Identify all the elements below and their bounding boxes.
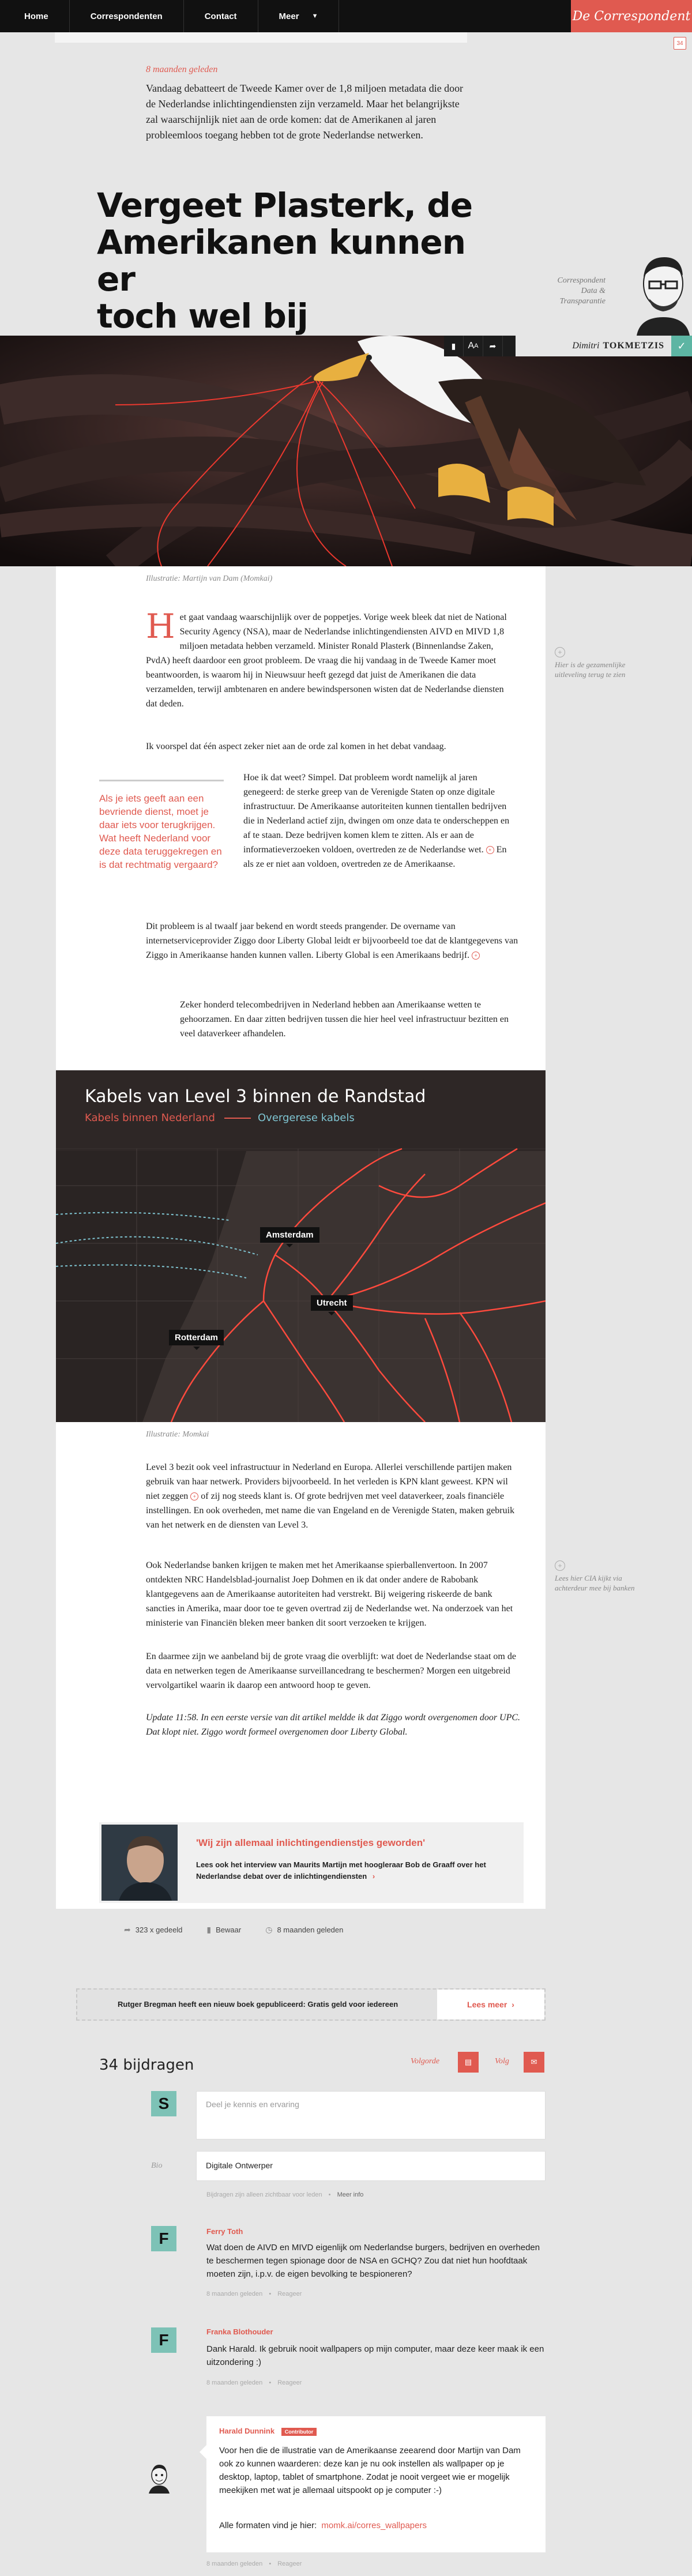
- teaser-description: [196, 1859, 496, 1882]
- article-title: [97, 187, 501, 334]
- comment-author[interactable]: Ferry Toth: [206, 2227, 243, 2236]
- book-promo-bar: [76, 1988, 546, 2021]
- nav-contact[interactable]: [184, 0, 258, 32]
- follow-label: Volg: [495, 2057, 509, 2066]
- wallpaper-link[interactable]: momk.ai/corres_wallpapers: [321, 2521, 427, 2530]
- comment-meta: [206, 2291, 302, 2297]
- pull-quote: Als je iets geeft aan een bevriende dienst, moet je daar iets voor terugkrijgen. Wat heeft Nederland voor deze data teruggekregen en is dat rechtmatig vergaard?: [99, 780, 224, 871]
- more-info-link[interactable]: Meer info: [337, 2191, 364, 2198]
- eagle-illustration: [0, 336, 692, 566]
- paragraph-4-text: Dit probleem is al twaalf jaar bekend en wordt steeds prangender. De overname van internetserviceprovider Ziggo door Liberty Global leidt er bijvoorbeeld toe dat de klantgegevens van Ziggo in Amerikaanse handen kunnen vallen. Liberty Global is een Amerikaans bedrijf.: [146, 922, 518, 960]
- nav-correspondenten-label: Correspondenten: [90, 11, 163, 21]
- related-article-teaser[interactable]: [99, 1822, 524, 1903]
- nav-correspondenten[interactable]: [70, 0, 184, 32]
- reply-link[interactable]: Reageer: [277, 2291, 302, 2297]
- article-toolbar: [444, 336, 692, 356]
- share-icon: ➦: [124, 1925, 131, 1934]
- nav-home[interactable]: [0, 0, 70, 32]
- share-count[interactable]: [124, 1925, 182, 1935]
- clock-icon: ◷: [265, 1925, 273, 1934]
- teaser-title[interactable]: 'Wij zijn allemaal inlichtingendienstjes geworden': [196, 1837, 426, 1848]
- paragraph-3: [243, 770, 518, 871]
- title-line-3: toch wel bij: [97, 296, 308, 336]
- sidenote-1-text: Hier is de gezamenlijke uitleveling terug te zien: [555, 660, 626, 679]
- comment-count-badge[interactable]: [674, 37, 686, 50]
- bio-hint: [206, 2191, 363, 2198]
- paragraph-2: Ik voorspel dat één aspect zeker niet aan de orde zal komen in het debat vandaag.: [146, 742, 446, 751]
- bookmark-icon: ▮: [206, 1925, 212, 1934]
- footnote-icon[interactable]: +: [190, 1492, 198, 1501]
- footnote-icon[interactable]: +: [486, 846, 494, 854]
- comment-text-2-label: Alle formaten vind je hier:: [219, 2521, 317, 2530]
- intro-box-top: [55, 32, 467, 43]
- teaser-description-text: Lees ook het interview van Maurits Martijn met hoogleraar Bob de Graaff over het Nederlandse debat over de inlichtingendiensten: [196, 1860, 486, 1881]
- article-meta: [124, 1925, 343, 1935]
- sidenote-2-text: Lees hier CIA kijkt via achterdeur mee bij banken: [555, 1574, 635, 1592]
- paragraph-6: Ook Nederlandse banken krijgen te maken met het Amerikaanse spierballenvertoon. In 2007 ontdekten NRC Handelsblad-journalist Joep Dohmen en ik dat onder andere de Rabobank klantgegevens aan de Amerikaanse autoriteiten had verstrekt. Bij weigering riskeerde de bank sancties in Amerika, maar door toe te geven overtrad zij de Nederlandse wet. Na onderzoek van het ministerie van Financiën bleken meer banken dit soort verzoeken te krijgen.: [146, 1560, 513, 1628]
- map-drawing: [56, 1070, 546, 1422]
- sort-button[interactable]: ▤: [458, 2052, 479, 2073]
- city-label-rotterdam[interactable]: Rotterdam: [169, 1330, 224, 1345]
- title-line-2: Amerikanen kunnen er: [97, 223, 466, 299]
- nav-home-label: Home: [24, 11, 48, 21]
- save-label: Bewaar: [216, 1926, 242, 1934]
- block-quote: Zeker honderd telecombedrijven in Nederland hebben aan Amerikaanse wetten te gehoorzamen. En daar zitten bedrijven tussen die hier heel veel infrastructuur bezitten en veel dataverkeer afhandelen.: [180, 1000, 509, 1039]
- paragraph-7: En daarmee zijn we aanbeland bij de grote vraag die overblijft: wat doet de Nederlandse staat om de data en netwerken tegen de Amerikaanse surveillancedrang te beschermen? Morgen een uitgebreid vervolgartikel waarin ik daarop een antwoord hoop te geven.: [146, 1652, 516, 1690]
- comment-author[interactable]: [219, 2427, 317, 2436]
- follow-check-icon[interactable]: ✓: [671, 336, 692, 356]
- site-logo[interactable]: [571, 0, 692, 32]
- bookmark-icon[interactable]: ▮: [444, 336, 464, 356]
- article-lead: Vandaag debatteert de Tweede Kamer over de 1,8 miljoen metadata die door de Nederlandse inlichtingendiensten zijn verzameld. Maar het belangrijkste zal waarschijnlijk niet aan de orde komen: dat de Amerikanen al jaren probleemloos toegang hebben tot de grote Nederlandse netwerken.: [146, 82, 464, 141]
- illustration-credit: Illustratie: Martijn van Dam (Momkai): [146, 574, 273, 583]
- nav-meer[interactable]: [258, 0, 340, 32]
- legend-red: Kabels binnen Nederland: [85, 1112, 215, 1124]
- author-first-name: Dimitri: [572, 341, 600, 351]
- paragraph-5: [146, 1460, 521, 1532]
- comment-count-value: 34: [676, 40, 683, 47]
- reply-link[interactable]: Reageer: [277, 2560, 302, 2567]
- book-read-more-button[interactable]: [437, 1990, 544, 2020]
- comments-title: 34 bijdragen: [99, 2056, 194, 2074]
- bio-label: Bio: [151, 2161, 163, 2170]
- article-time-ago: 8 maanden geleden: [146, 65, 218, 74]
- sidenote-1[interactable]: [555, 647, 635, 679]
- publish-time-text: 8 maanden geleden: [277, 1926, 344, 1934]
- commenter-avatar[interactable]: F: [151, 2327, 176, 2353]
- paragraph-5b-text: of zij nog steeds klant is. Of grote bedrijven met veel dataverkeer, zoals financiële instellingen. En ook overheden, met name die van Engeland en de Verenigde Staten, maken gebruik van het netwerk en de diensten van Level 3.: [146, 1491, 515, 1530]
- cable-map: [56, 1070, 546, 1422]
- city-label-amsterdam[interactable]: Amsterdam: [260, 1227, 319, 1243]
- comment-text: Voor hen die de illustratie van de Amerikaanse zeearend door Martijn van Dam ook zo kunnen waarderen: deze kan je nu ook instellen als wallpaper op je desktop, laptop, tablet of smartphone. Zodat je nooit vergeet wie er mogelijk meekijken met wat je allemaal uitspookt op je computer :-): [219, 2446, 521, 2495]
- separator: •: [328, 2191, 331, 2198]
- logo-text: De Correspondent: [572, 9, 691, 24]
- sidenote-2[interactable]: [555, 1560, 635, 1593]
- update-note: Update 11:58. In een eerste versie van dit artikel meldde ik dat Ziggo wordt overgenomen door UPC. Dat klopt niet. Ziggo wordt formeel overgenomen door Liberty Global.: [146, 1713, 521, 1737]
- book-promo-text: Rutger Bregman heeft een nieuw boek gepubliceerd: Gratis geld voor iedereen: [118, 2000, 398, 2009]
- arrow-right-icon: ›: [372, 1872, 375, 1881]
- comment-author[interactable]: Franka Blothouder: [206, 2327, 273, 2336]
- comment-time: 8 maanden geleden: [206, 2379, 263, 2386]
- comment-meta: [206, 2560, 302, 2567]
- follow-comments-button[interactable]: ✉: [524, 2052, 544, 2073]
- save-button[interactable]: [206, 1925, 241, 1935]
- comment-time: 8 maanden geleden: [206, 2291, 263, 2297]
- separator: •: [269, 2379, 272, 2386]
- share-count-text: 323 x gedeeld: [135, 1926, 183, 1934]
- paragraph-5-text: Level 3 bezit ook veel infrastructuur in Nederland en Europa. Allerlei verschillende partijen maken gebruik van haar netwerk. Providers bijvoorbeeld. In het verleden is KPN klant geweest. KPN wil niet zeggen: [146, 1462, 512, 1501]
- comment-author-name: Harald Dunnink: [219, 2427, 275, 2435]
- paragraph-3b-text: En als ze er niet aan voldoen, overtreden ze de Amerikaanse.: [243, 845, 507, 869]
- comment-time: 8 maanden geleden: [206, 2560, 263, 2567]
- share-icon[interactable]: ➦: [483, 336, 503, 356]
- hero-illustration: [0, 336, 692, 566]
- highlighted-comment: [206, 2416, 546, 2552]
- city-label-utrecht[interactable]: Utrecht: [311, 1295, 353, 1311]
- author-portrait[interactable]: [629, 249, 692, 336]
- author-role: Correspondent Data & Transparantie: [557, 276, 606, 306]
- comment-text: Wat doen de AIVD en MIVD eigenlijk om Nederlandse burgers, bedrijven en overheden te beschermen tegen spionage door de NSA en GCHQ? Zou dat niet hun hoofdtaak moeten zijn, i.p.v. de eigen bevolking te bespioneren?: [206, 2243, 540, 2279]
- reply-link[interactable]: Reageer: [277, 2379, 302, 2386]
- book-button-label: Lees meer: [467, 2000, 507, 2009]
- nav-meer-label: Meer: [279, 11, 299, 21]
- plus-icon: +: [555, 1560, 565, 1571]
- comment-text: Dank Harald. Ik gebruik nooit wallpapers op mijn computer, maar deze keer maak ik een uitzondering :): [206, 2344, 544, 2367]
- paragraph-3-text: Hoe ik dat weet? Simpel. Dat probleem wordt namelijk al jaren genegeerd: de sterke greep van de Verenigde Staten op onze digitale infrastructuur. De Amerikaanse autoriteiten kunnen tientallen bedrijven die in Nederland actief zijn, dwingen om onze data te onderscheppen en af te staan. Deze bedrijven komen klem te zitten. Als er aan de informatieverzoeken voldoen, overtreden ze de Nederlandse wet.: [243, 773, 510, 855]
- author-last-name: TOKMETZIS: [603, 341, 664, 351]
- paragraph-1: [146, 607, 515, 711]
- sort-label: Volgorde: [411, 2057, 440, 2066]
- user-avatar: S: [151, 2091, 176, 2116]
- top-navigation: [0, 0, 692, 32]
- dropcap: H: [146, 607, 175, 646]
- comment-text-2: [219, 2519, 531, 2532]
- nav-contact-label: Contact: [204, 11, 237, 21]
- separator: •: [269, 2560, 272, 2567]
- comment-meta: [206, 2379, 302, 2386]
- title-line-1: Vergeet Plasterk, de: [97, 186, 473, 225]
- map-title: Kabels van Level 3 binnen de Randstad: [85, 1086, 426, 1107]
- legend-blue: Overgerese kabels: [258, 1112, 355, 1124]
- bio-hint-text: Bijdragen zijn alleen zichtbaar voor leden: [206, 2191, 322, 2198]
- paragraph-1-text: et gaat vandaag waarschijnlijk over de poppetjes. Vorige week bleek dat niet de National Security Agency (NSA), maar de Nederlandse inlichtingendiensten AIVD en MIVD 1,8 miljoen metadata hebben verzameld. Minister Ronald Plasterk (Binnenlandse Zaken, PvdA) heeft daardoor een groot probleem. De vraag die hij vandaag in de Tweede Kamer moet beantwoorden, is waarom hij in Nieuwsuur heeft gezegd dat juist de Amerikanen die data verzamelden, terwijl ambtenaren en andere bewindspersonen wisten dat de Nederlandse diensten dat deden.: [146, 612, 507, 709]
- map-credit: Illustratie: Momkai: [146, 1430, 209, 1439]
- harald-avatar[interactable]: [146, 2464, 172, 2494]
- arrow-right-icon: ›: [512, 2000, 514, 2009]
- commenter-avatar[interactable]: F: [151, 2226, 176, 2251]
- author-name[interactable]: [516, 336, 671, 356]
- contributor-badge: Contributor: [281, 2428, 317, 2436]
- teaser-photo: [101, 1825, 178, 1901]
- paragraph-4: [146, 919, 521, 962]
- comment-input[interactable]: Deel je kennis en ervaring: [196, 2091, 546, 2139]
- publish-time: [265, 1925, 343, 1935]
- footnote-icon[interactable]: +: [472, 952, 480, 960]
- plus-icon: +: [555, 647, 565, 657]
- font-size-icon[interactable]: A A: [464, 336, 483, 356]
- chevron-down-icon: ▼: [311, 13, 318, 20]
- bio-input[interactable]: Digitale Ontwerper: [196, 2151, 546, 2181]
- separator: •: [269, 2291, 272, 2297]
